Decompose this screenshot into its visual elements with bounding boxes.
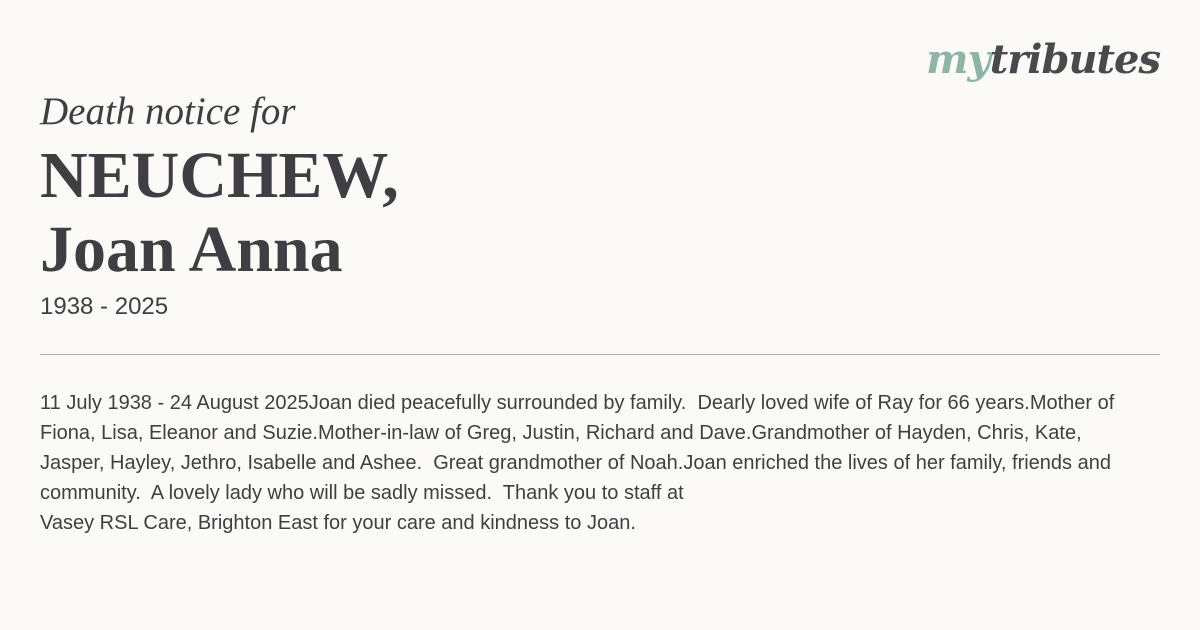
mytributes-logo[interactable] — [926, 30, 1160, 90]
deceased-given-names: Joan Anna — [40, 213, 343, 286]
notice-kicker: Death notice for — [40, 90, 296, 133]
section-divider — [40, 354, 1160, 355]
deceased-surname: NEUCHEW, — [40, 139, 399, 212]
logo-my-text: my — [926, 36, 990, 83]
life-years: 1938 - 2025 — [40, 293, 169, 320]
notice-body: 11 July 1938 - 24 August 2025Joan died peacefully surrounded by family. Dearly loved wife of Ray for 66 years.Mother of Fiona, Lisa, Eleanor and Suzie.Mother-in-law of Greg, Justin, Richard and Dave.Grandmother of Hayden, Chris, Kate, Jasper, Hayley, Jethro, Isabelle and Ashee. Great grandmother of Noah.Joan enriched the lives of her family, friends and community. A lovely lady who will be sadly missed. Thank you to staff at Vasey RSL Care, Brighton East for your care and kindness to Joan. — [40, 392, 1115, 534]
logo-tributes-text: tributes — [989, 36, 1160, 83]
